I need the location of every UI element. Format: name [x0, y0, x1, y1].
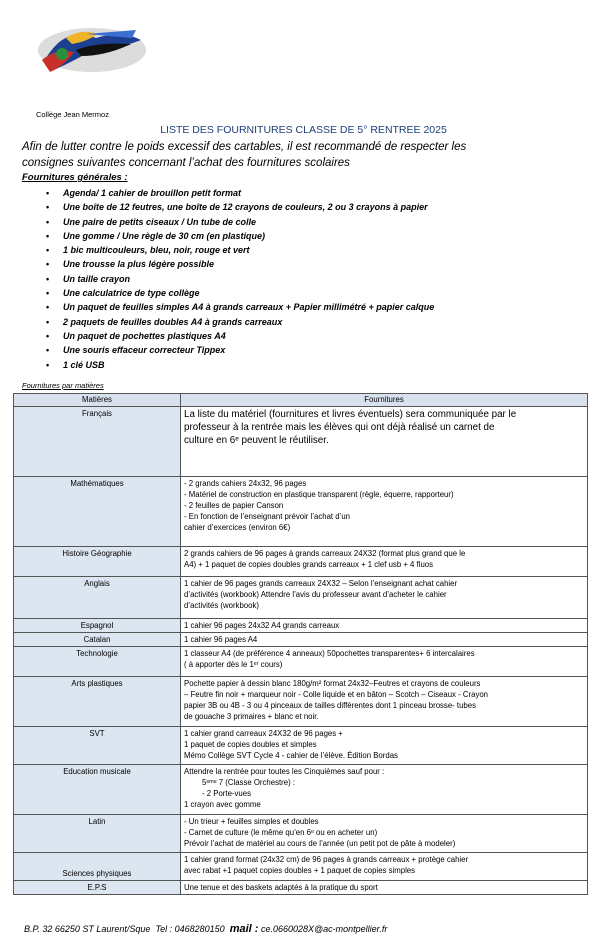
footer-address: B.P. 32 66250 ST Laurent/Sque — [24, 924, 151, 934]
supplies-cell — [181, 477, 588, 547]
general-supplies-list — [22, 186, 434, 372]
supplies-line: Pochette papier à dessin blanc 180g/m² format 24x32–Feutres et crayons de couleurs — [184, 679, 481, 688]
subject-cell: Français — [14, 407, 181, 477]
supplies-line: - 2 feuilles de papier Canson — [184, 501, 284, 510]
footer — [24, 923, 387, 935]
supplies-line: 1 cahier grand format (24x32 cm) de 96 pages à grands carreaux + protège cahier — [184, 855, 469, 864]
table-header-row — [14, 394, 588, 407]
supplies-line: La liste du matériel (fournitures et livres éventuels) sera communiquée par le — [184, 409, 517, 420]
supplies-line: professeur à la rentrée mais les élèves qui ont déjà réalisé un carnet de — [184, 422, 495, 433]
subject-cell: Sciences physiques — [14, 853, 181, 881]
list-item: • Un paquet de pochettes plastiques A4 — [63, 329, 434, 343]
supplies-cell — [181, 633, 588, 647]
table-row — [14, 853, 588, 881]
page-title: LISTE DES FOURNITURES CLASSE DE 5° RENTREE 2025 — [160, 124, 447, 136]
list-item: • Un taille crayon — [63, 272, 434, 286]
footer-mail-label: mail : — [229, 923, 259, 935]
supplies-line: 5ᵉᵐᵉ 7 (Classe Orchestre) : — [202, 778, 296, 787]
list-item: • Une trousse la plus légère possible — [63, 257, 434, 271]
supplies-line: - Un trieur + feuilles simples et doubles — [184, 817, 319, 826]
supplies-line: - 2 Porte-vues — [202, 789, 251, 798]
supplies-line: – Feutre fin noir + marqueur noir - Colle liquide et en bâton – Scotch – Ciseaux - Crayon — [184, 690, 489, 699]
list-item: • 1 bic multicouleurs, bleu, noir, rouge et vert — [63, 243, 434, 257]
table-row — [14, 619, 588, 633]
column-header-supplies: Fournitures — [181, 394, 588, 407]
supplies-line: culture en 6ᵉ peuvent le réutiliser. — [184, 435, 329, 446]
supplies-line: d’activités (workbook) — [184, 601, 259, 610]
supplies-cell — [181, 577, 588, 619]
list-item: • Agenda/ 1 cahier de brouillon petit format — [63, 186, 434, 200]
supplies-line: - 2 grands cahiers 24x32, 96 pages — [184, 479, 307, 488]
supplies-line: 1 crayon avec gomme — [184, 800, 261, 809]
table-row — [14, 577, 588, 619]
supplies-line: cahier d’exercices (environ 6€) — [184, 523, 291, 532]
supplies-cell — [181, 547, 588, 577]
table-row — [14, 547, 588, 577]
table-row — [14, 677, 588, 727]
supplies-cell — [181, 677, 588, 727]
supplies-line: d’activités (workbook) Attendre l’avis du professeur avant d’acheter le cahier — [184, 590, 447, 599]
supplies-cell — [181, 619, 588, 633]
supplies-line: 1 classeur A4 (de préférence 4 anneaux) 50pochettes transparentes+ 6 intercalaires — [184, 649, 475, 658]
supplies-cell — [181, 853, 588, 881]
supplies-cell — [181, 727, 588, 765]
subject-cell: E.P.S — [14, 881, 181, 895]
table-row — [14, 633, 588, 647]
table-row — [14, 815, 588, 853]
supplies-line: - En fonction de l’enseignant prévoir l’achat d’un — [184, 512, 351, 521]
table-row — [14, 407, 588, 477]
intro-line: consignes suivantes concernant l’achat des fournitures scolaires — [22, 157, 350, 169]
table-row — [14, 765, 588, 815]
intro-text — [22, 139, 582, 171]
list-item: • Une paire de petits ciseaux / Un tube de colle — [63, 215, 434, 229]
supplies-cell — [181, 407, 588, 477]
subject-cell: Catalan — [14, 633, 181, 647]
supplies-cell — [181, 647, 588, 677]
subject-cell: Latin — [14, 815, 181, 853]
list-item: • Une boîte de 12 feutres, une boîte de 12 crayons de couleurs, 2 ou 3 crayons à papier — [63, 200, 434, 214]
supplies-line: 1 cahier 96 pages A4 — [184, 635, 258, 644]
supplies-line: 1 paquet de copies doubles et simples — [184, 740, 317, 749]
supplies-line: 1 cahier grand carreaux 24X32 de 96 pages + — [184, 729, 343, 738]
supplies-line: 1 cahier de 96 pages grands carreaux 24X32 – Selon l’enseignant achat cahier — [184, 579, 458, 588]
subject-cell: Education musicale — [14, 765, 181, 815]
supplies-line: - Matériel de construction en plastique transparent (règle, équerre, rapporteur) — [184, 490, 454, 499]
supplies-line: 1 cahier 96 pages 24x32 A4 grands carreaux — [184, 621, 340, 630]
list-item: • Une gomme / Une règle de 30 cm (en plastique) — [63, 229, 434, 243]
table-row — [14, 727, 588, 765]
school-name: Collège Jean Mermoz — [36, 110, 109, 119]
supplies-line: de gouache 3 primaires + blanc et noir. — [184, 712, 319, 721]
list-item: • 1 clé USB — [63, 358, 434, 372]
subject-cell: Arts plastiques — [14, 677, 181, 727]
supplies-line: ( à apporter dès le 1ᵉʳ cours) — [184, 660, 283, 669]
subject-cell: SVT — [14, 727, 181, 765]
supplies-line: A4) + 1 paquet de copies doubles grands carreaux + 1 clef usb + 4 fluos — [184, 560, 434, 569]
subject-supplies-heading: Fournitures par matières — [22, 381, 104, 390]
column-header-subject: Matières — [14, 394, 181, 407]
supplies-line: papier 3B ou 4B - 3 ou 4 pinceaux de tailles différentes dont 1 pinceau brosse- tubes — [184, 701, 476, 710]
footer-tel: Tel : 0468280150 — [155, 924, 225, 934]
supplies-line: Attendre la rentrée pour toutes les Cinquièmes sauf pour : — [184, 767, 385, 776]
table-row — [14, 477, 588, 547]
school-logo — [36, 20, 148, 80]
list-item: • 2 paquets de feuilles doubles A4 à grands carreaux — [63, 315, 434, 329]
supplies-cell — [181, 765, 588, 815]
supplies-cell — [181, 815, 588, 853]
subject-cell: Technologie — [14, 647, 181, 677]
table-row — [14, 647, 588, 677]
supplies-table — [13, 393, 588, 895]
supplies-line: - Carnet de culture (le même qu’en 6ᵉ ou en acheter un) — [184, 828, 378, 837]
footer-email: ce.0660028X@ac-montpellier.fr — [260, 924, 388, 934]
table-row — [14, 881, 588, 895]
subject-cell: Histoire Géographie — [14, 547, 181, 577]
supplies-line: avec rabat +1 paquet copies doubles + 1 paquet de copies simples — [184, 866, 416, 875]
supplies-line: Mémo Collège SVT Cycle 4 - cahier de l’élève. Édition Bordas — [184, 751, 398, 760]
supplies-cell — [181, 881, 588, 895]
list-item: • Une souris effaceur correcteur Tippex — [63, 343, 434, 357]
general-supplies-heading: Fournitures générales : — [22, 172, 128, 183]
subject-cell: Anglais — [14, 577, 181, 619]
subject-cell: Mathématiques — [14, 477, 181, 547]
supplies-line: Prévoir l’achat de matériel au cours de l’année (un petit pot de pâte à modeler) — [184, 839, 456, 848]
supplies-line: Une tenue et des baskets adaptés à la pratique du sport — [184, 883, 378, 892]
subject-cell: Espagnol — [14, 619, 181, 633]
list-item: • Une calculatrice de type collège — [63, 286, 434, 300]
list-item: • Un paquet de feuilles simples A4 à grands carreaux + Papier millimétré + papier calque — [63, 300, 434, 314]
intro-line: Afin de lutter contre le poids excessif des cartables, il est recommandé de respecter les — [22, 141, 467, 153]
supplies-line: 2 grands cahiers de 96 pages à grands carreaux 24X32 (format plus grand que le — [184, 549, 466, 558]
